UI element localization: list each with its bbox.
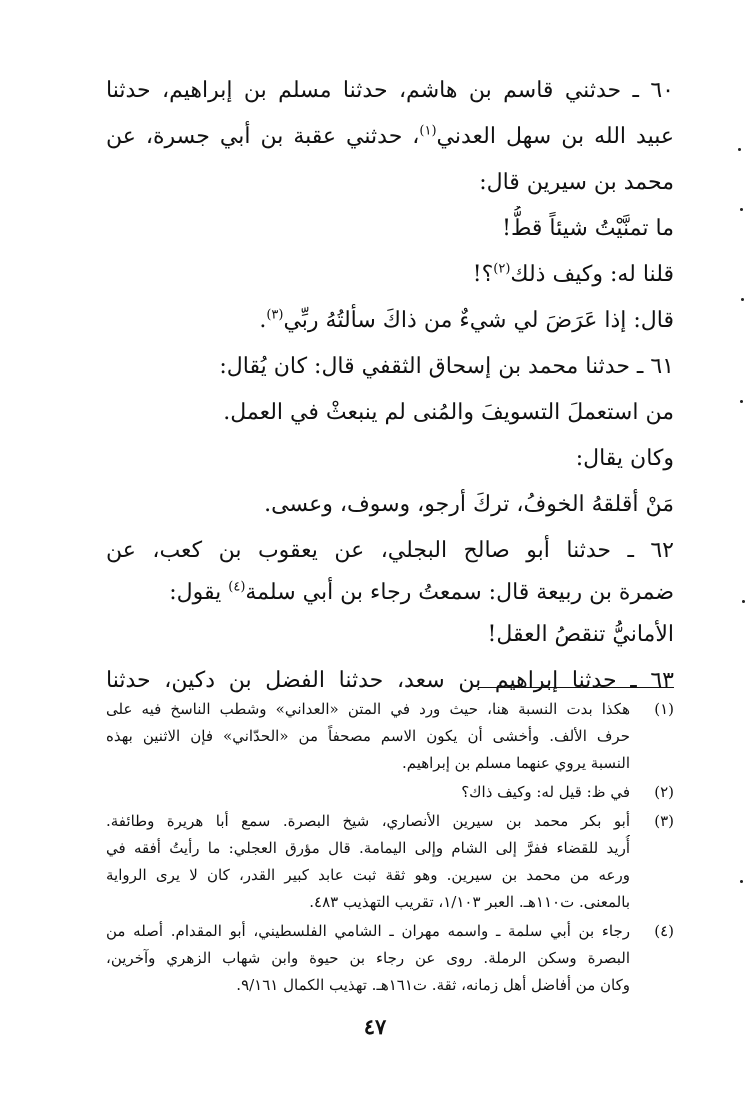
footnote-2 [106,779,674,806]
footnote-ref-4[interactable]: (٤) [228,579,246,595]
footnote-line: ورعه من محمد بن سيرين. وهو ثقة ثبت عابد كبير القدر، كان لا يرى الرواية [106,866,630,884]
footnote-1 [106,696,674,777]
footnote-body [106,696,630,777]
scan-speck [742,600,745,603]
hadith-61-line-2: من استعملَ التسويفَ والمُنى لم ينبعثْ في العمل. [223,400,674,425]
hadith-60-line-5 [106,252,674,298]
hadith-60-line-2 [106,114,674,160]
text-segment: ؟! [472,262,494,287]
scan-speck [740,400,743,403]
footnotes [106,696,674,1001]
footnote-line: في ظ: قيل له: وكيف ذاك؟ [461,783,630,801]
footnote-mark: (٣) [654,812,674,830]
footnote-mark: (٤) [654,922,674,940]
hadith-60-line-1: ٦٠ ـ حدثني قاسم بن هاشم، حدثنا مسلم بن إبراهيم، حدثنا [106,78,674,103]
footnote-line: وكان من أفاضل أهل زمانه، ثقة. ت١٦١هـ. تهذيب الكمال ٩/١٦١. [236,976,630,994]
page-number: ٤٧ [363,1014,387,1039]
hadith-62-line-3: الأمانيُّ تنقصُ العقل! [487,622,674,647]
footnote-mark: (١) [654,700,674,718]
hadith-60-line-3: محمد بن سيرين قال: [479,170,674,195]
hadith-62-line-1: ٦٢ ـ حدثنا أبو صالح البجلي، عن يعقوب بن كعب، عن [106,538,674,563]
footnote-body [106,808,630,916]
text-segment: عبيد الله بن سهل العدني [436,124,674,149]
scan-speck [741,298,744,301]
footnote-3 [106,808,674,916]
footnote-body [106,779,630,806]
footnote-line: النسبة يروي عنهما مسلم بن إبراهيم. [401,754,630,772]
text-segment: قال: إذا عَرَضَ لي شيءٌ من ذاكَ سألتُهُ ربِّي [283,308,674,333]
footnote-body [106,918,630,999]
hadith-61-line-4: مَنْ أقلقهُ الخوفُ، تركَ أرجو، وسوف، وعسى. [264,492,674,517]
footnote-line: بالمعنى. ت١١٠هـ. العبر ١/١٠٣، تقريب التهذيب ٤٨٣. [309,893,630,911]
text-segment: ضمرة بن ربيعة قال: سمعتُ رجاء بن أبي سلمة [245,580,674,605]
hadith-61-line-1: ٦١ ـ حدثنا محمد بن إسحاق الثقفي قال: كان يُقال: [219,354,674,379]
footnote-ref-2[interactable]: (٢) [493,261,511,277]
scan-speck [740,208,743,211]
footnote-line: أبو بكر محمد بن سيرين الأنصاري، شيخ البصرة. سمع أبا هريرة وطائفة. [106,812,630,830]
footnote-line: رجاء بن أبي سلمة ـ واسمه مهران ـ الشامي الفلسطيني، أبو المقدام. أصله من [106,922,630,940]
footnote-separator [478,687,674,688]
footnote-ref-1[interactable]: (١) [419,123,437,139]
text-segment: قلنا له: وكيف ذلك [510,262,674,287]
text-segment: . [259,308,267,333]
footnote-line: البصرة وسكن الرملة. روى عن رجاء بن حيوة وابن شهاب الزهري وآخرين، [106,949,630,967]
hadith-61-line-3: وكان يقال: [575,446,674,471]
scan-speck [738,148,741,151]
footnote-mark: (٢) [654,783,674,801]
hadith-60-line-4: ما تمنَّيْتُ شيئاً قطُّ! [502,216,674,241]
hadith-62-line-2 [106,574,674,612]
hadith-63-line-1: ٦٣ ـ حدثنا إبراهيم بن سعد، حدثنا الفضل بن دكين، حدثنا [106,668,674,693]
main-text [106,68,674,704]
footnote-line: أُريد للقضاء ففرَّ إلى الشام وإلى اليمامة. قال مؤرق العجلي: ما رأيتُ أفقه في [106,839,630,857]
footnote-4 [106,918,674,999]
hadith-60-line-6 [106,298,674,344]
footnote-line: هكذا بدت النسبة هنا، حيث ورد في المتن «العداني» وشطب الناسخ فيه على [106,700,630,718]
scan-speck [740,880,743,883]
text-segment: يقول: [169,580,229,605]
footnote-line: حرف الألف. وأخشى أن يكون الاسم مصحفاً من «الحدّاني» فإن الاثنين بهذه [106,727,630,745]
text-segment: ، حدثني عقبة بن أبي جسرة، عن [106,124,420,149]
footnote-ref-3[interactable]: (٣) [266,307,284,323]
